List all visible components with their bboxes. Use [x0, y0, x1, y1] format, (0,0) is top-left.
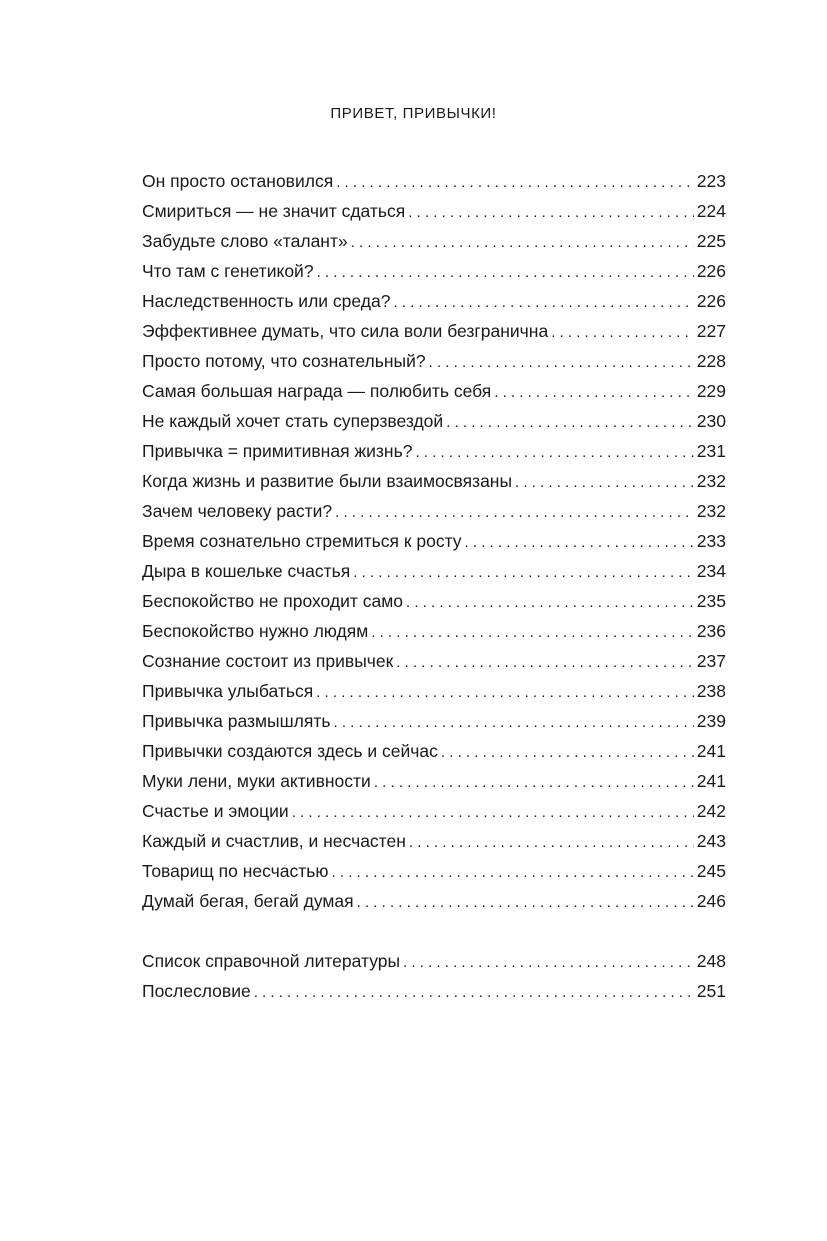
toc-entry-title: Он просто остановился [142, 171, 334, 191]
toc-entry [142, 406, 726, 436]
toc-entry-page: 233 [696, 531, 726, 551]
toc-entry-title: Дыра в кошельке счастья [142, 561, 351, 581]
toc-entry-page: 241 [696, 771, 726, 791]
toc-entry-page: 251 [696, 981, 726, 1001]
toc-leader [415, 438, 693, 468]
toc-entry-title: Время сознательно стремиться к росту [142, 531, 462, 551]
toc-entry-title: Каждый и счастлив, и несчастен [142, 831, 406, 851]
toc-entry-title: Привычка улыбаться [142, 681, 314, 701]
toc-entry-page: 231 [696, 441, 726, 461]
toc-leader [494, 378, 694, 408]
toc-entry-page: 227 [696, 321, 726, 341]
toc-entry-page: 242 [696, 801, 726, 821]
toc-entry [142, 226, 726, 256]
toc-entry-page: 226 [696, 261, 726, 281]
toc-leader [441, 738, 694, 768]
toc-entry-title: Эффективнее думать, что сила воли безгранична [142, 321, 549, 341]
toc-entry [142, 166, 726, 196]
toc-entry-page: 228 [696, 351, 726, 371]
toc-entry [142, 736, 726, 766]
toc-entry-page: 248 [696, 951, 726, 971]
toc-leader [371, 618, 694, 648]
toc-leader [353, 558, 694, 588]
toc-entry-page: 226 [696, 291, 726, 311]
toc-entry-title: Беспокойство нужно людям [142, 621, 369, 641]
toc-entry-page: 234 [696, 561, 726, 581]
toc-entry-page: 246 [696, 891, 726, 911]
toc-entry-title: Беспокойство не проходит само [142, 591, 404, 611]
toc-entry-page: 230 [696, 411, 726, 431]
toc-entry [142, 706, 726, 736]
toc-entry-page: 232 [696, 471, 726, 491]
toc-leader [374, 768, 694, 798]
toc-leader [465, 528, 694, 558]
toc-entry [142, 946, 726, 976]
toc-entry [142, 616, 726, 646]
toc-entry-page: 223 [696, 171, 726, 191]
toc-leader [357, 888, 694, 918]
table-of-contents [142, 166, 726, 916]
toc-entry-title: Привычка размышлять [142, 711, 331, 731]
toc-leader [408, 198, 694, 228]
toc-entry [142, 316, 726, 346]
toc-entry [142, 526, 726, 556]
toc-leader [403, 948, 694, 978]
toc-entry [142, 556, 726, 586]
toc-leader [316, 678, 694, 708]
toc-leader [332, 858, 694, 888]
toc-leader [446, 408, 694, 438]
toc-entry [142, 766, 726, 796]
toc-entry [142, 826, 726, 856]
toc-entry-title: Что там с генетикой? [142, 261, 314, 281]
toc-entry [142, 376, 726, 406]
toc-entry-page: 235 [696, 591, 726, 611]
toc-leader [292, 798, 694, 828]
toc-entry-title: Когда жизнь и развитие были взаимосвязаны [142, 471, 513, 491]
toc-entry-page: 245 [696, 861, 726, 881]
toc-entry-title: Список справочной литературы [142, 951, 401, 971]
toc-entry-page: 225 [696, 231, 726, 251]
toc-leader [409, 828, 694, 858]
toc-entry-page: 236 [696, 621, 726, 641]
toc-leader [396, 648, 694, 678]
toc-leader [551, 318, 694, 348]
toc-entry [142, 256, 726, 286]
toc-entry [142, 466, 726, 496]
toc-leader [406, 588, 694, 618]
toc-entry-title: Думай бегая, бегай думая [142, 891, 354, 911]
toc-entry-title: Привычки создаются здесь и сейчас [142, 741, 438, 761]
toc-entry-title: Просто потому, что сознательный? [142, 351, 426, 371]
toc-leader [254, 978, 694, 1008]
toc-entry-title: Привычка = примитивная жизнь? [142, 441, 413, 461]
toc-entry [142, 856, 726, 886]
toc-entry-title: Послесловие [142, 981, 251, 1001]
toc-entry-title: Не каждый хочет стать суперзвездой [142, 411, 444, 431]
toc-entry-page: 224 [696, 201, 726, 221]
toc-entry-title: Муки лени, муки активности [142, 771, 371, 791]
toc-end-matter [142, 946, 726, 1006]
toc-leader [393, 288, 693, 318]
running-head: ПРИВЕТ, ПРИВЫЧКИ! [330, 105, 497, 122]
toc-leader [333, 708, 693, 738]
toc-entry [142, 346, 726, 376]
toc-entry-title: Смириться — не значит сдаться [142, 201, 406, 221]
toc-entry-title: Счастье и эмоции [142, 801, 289, 821]
toc-entry [142, 676, 726, 706]
toc-entry-page: 243 [696, 831, 726, 851]
toc-entry-page: 232 [696, 501, 726, 521]
toc-entry-page: 239 [696, 711, 726, 731]
toc-entry-title: Сознание состоит из привычек [142, 651, 394, 671]
toc-entry [142, 646, 726, 676]
toc-entry [142, 586, 726, 616]
toc-entry [142, 196, 726, 226]
toc-leader [336, 168, 694, 198]
toc-leader [351, 228, 694, 258]
toc-leader [429, 348, 694, 378]
toc-entry [142, 886, 726, 916]
toc-leader [335, 498, 694, 528]
toc-leader [317, 258, 694, 288]
toc-entry-page: 229 [696, 381, 726, 401]
toc-entry-page: 241 [696, 741, 726, 761]
toc-entry [142, 436, 726, 466]
toc-entry [142, 286, 726, 316]
toc-entry-title: Наследственность или среда? [142, 291, 391, 311]
toc-entry [142, 976, 726, 1006]
toc-entry [142, 496, 726, 526]
toc-entry-title: Зачем человеку расти? [142, 501, 333, 521]
toc-entry [142, 796, 726, 826]
toc-entry-title: Товарищ по несчастью [142, 861, 329, 881]
toc-entry-page: 237 [696, 651, 726, 671]
toc-entry-title: Забудьте слово «талант» [142, 231, 348, 251]
toc-entry-page: 238 [696, 681, 726, 701]
toc-leader [515, 468, 694, 498]
toc-entry-title: Самая большая награда — полюбить себя [142, 381, 492, 401]
